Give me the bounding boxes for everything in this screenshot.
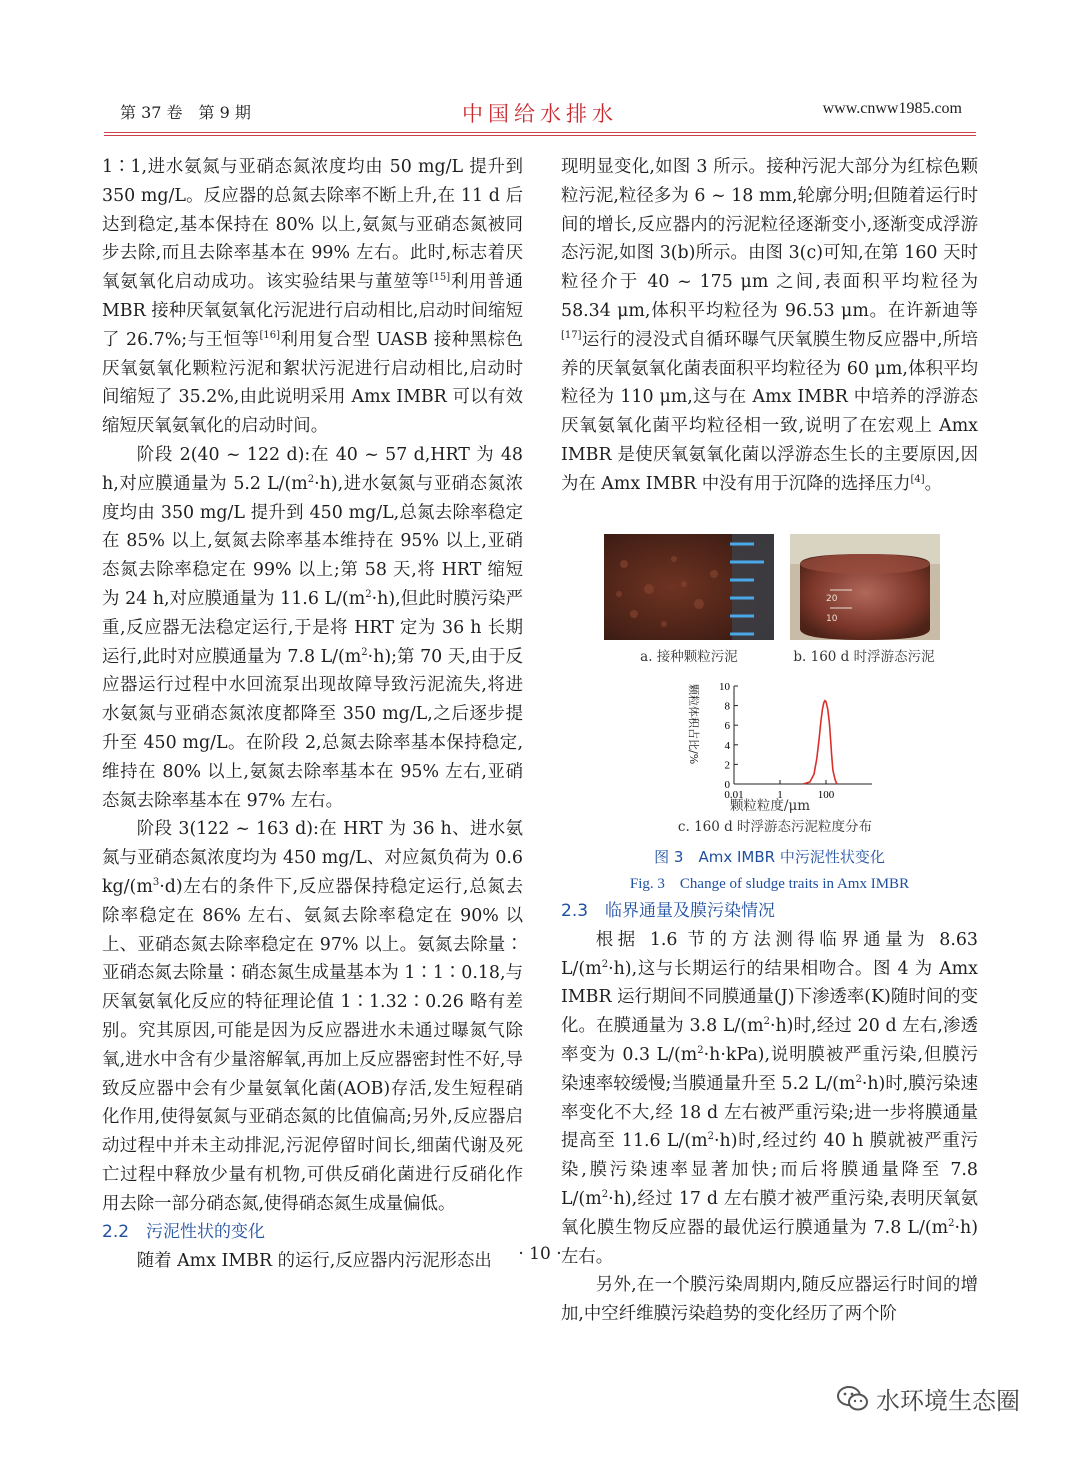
header-volume: 第 37 卷 第 9 期 bbox=[120, 103, 251, 122]
photo-seed-granular-sludge bbox=[604, 534, 774, 640]
y-tick-label: 10 bbox=[719, 681, 730, 693]
watermark bbox=[836, 1381, 1020, 1416]
y-tick-label: 2 bbox=[724, 759, 730, 772]
beaker-mark-20: 20 bbox=[826, 594, 838, 604]
citation-4[interactable]: [4] bbox=[910, 473, 925, 485]
page-number: · 10 · bbox=[518, 1244, 562, 1264]
header-rule-thin bbox=[104, 135, 976, 136]
y-tick-label: 6 bbox=[724, 720, 730, 733]
paragraph-stage1: 1∶1,进水氨氮与亚硝态氮浓度均由 50 mg/L 提升到 350 mg/L。反应器的总氮去除率不断上升,在 11 d 后达到稳定,基本保持在 80% 以上,氨氮与亚硝态氮被同步去除,而且去除率基本在 99% 左右。此时,标志着厌氧氨氧化启动成功。该实验结果与董堃等[15]利用普通 MBR 接种厌氧氨氧化污泥进行启动相比,启动时间缩短了 26.7%;与王恒等[16]利用复合型 UASB 接种黑棕色厌氧氨氧化颗粒污泥和絮状污泥进行启动相比,启动时间缩短了 35.2%,由此说明采用 Amx IMBR 可以有效缩短厌氧氨氧化的启动时间。 bbox=[102, 157, 523, 437]
wechat-icon bbox=[836, 1385, 870, 1413]
chart-xlabel: 颗粒粒度/μm bbox=[729, 798, 811, 814]
paragraph-critical-flux: 根据 1.6 节的方法测得临界通量为 8.63 $L/(m^2\cdot h)$,这与长期运行的结果相吻合。图 4 为 Amx IMBR 运行期间不同膜通量(J)下渗透率(K)随时间的变化。在膜通量为 3.8 $L/(m^2\cdot h)$时,经过 20 d 左右,渗透率变为 0.3 $L/(m^2\cdot h\cdot kPa)$,说明膜被严重污染,但膜污染速率较缓慢;当膜通量升至 5.2 $L/(m^2\cdot h)$时,膜污染速率变化不大,经 18 d 左右被严重污染;进一步将膜通量提高至 11.6 $L/(m^2\cdot h)$时,经过约 40 h 膜就被严重污染,膜污染速率显著加快;而后将膜通量降至 7.8 $L/(m^2\cdot h)$,经过 17 d 左右膜才被严重污染,表明厌氧氨氧化膜生物反应器的最优运行膜通量为 7.8 $L/(m^2\cdot h)$左右。 bbox=[561, 929, 978, 1267]
paragraph-fouling-stages: 另外,在一个膜污染周期内,随反应器运行时间的增加,中空纤维膜污染趋势的变化经历了两个阶 bbox=[561, 1275, 978, 1325]
header-rule bbox=[104, 132, 976, 133]
right-column-bottom bbox=[561, 897, 978, 1329]
section-heading-2-2: 2.2 污泥性状的变化 bbox=[102, 1222, 266, 1243]
citation-15[interactable]: [15] bbox=[429, 272, 451, 284]
beaker-mark-10: 10 bbox=[826, 614, 838, 624]
section-heading-2-3: 2.3 临界通量及膜污染情况 bbox=[561, 901, 776, 921]
y-tick-label: 8 bbox=[724, 700, 730, 713]
right-column-top bbox=[561, 153, 978, 499]
figure-3-title-en: Fig. 3 Change of sludge traits in Amx IMBR bbox=[629, 876, 910, 892]
photo-planktonic-sludge bbox=[790, 534, 940, 640]
chart-ylabel: 颗粒体积占比/% bbox=[687, 684, 700, 765]
caption-a: a. 接种颗粒污泥 bbox=[640, 649, 738, 665]
paragraph-sludge-intro: 随着 Amx IMBR 的运行,反应器内污泥形态出 bbox=[136, 1251, 492, 1272]
left-column bbox=[102, 153, 523, 1276]
particle-size-chart bbox=[676, 672, 886, 802]
chart-series-line bbox=[803, 701, 837, 784]
x-tick-label: 100 bbox=[817, 789, 835, 801]
x-tick-label: 0.01 bbox=[724, 789, 744, 801]
paragraph-stage2: 阶段 2(40 ~ 122 d):在 40 ~ 57 d,HRT 为 48 h,对应膜通量为 5.2 $L/(m^2\cdot h)$,进水氨氮与亚硝态氮浓度均由 350 mg/L 提升到 450 mg/L,总氮去除率稳定在 85% 以上,氨氮去除率基本维持在 95% 以上,亚硝态氮去除率稳定在 99% 以上;第 58 天,将 HRT 缩短为 24 h,对应膜通量为 11.6 $L/(m^2\cdot h)$,但此时膜污染严重,反应器无法稳定运行,于是将 HRT 定为 36 h 长期运行,此时对应膜通量为 7.8 $L/(m^2\cdot h)$;第 70 天,由于反应器运行过程中水回流泵出现故障导致污泥流失,将进水氨氮与亚硝态氮浓度都降至 350 mg/L,之后逐步提升至 450 mg/L。在阶段 2,总氮去除率基本保持稳定,维持在 80% 以上,氨氮去除率基本在 95% 左右,亚硝态氮去除率基本在 97% 左右。 bbox=[102, 444, 524, 811]
citation-16[interactable]: [16] bbox=[259, 329, 280, 341]
citation-17[interactable]: [17] bbox=[561, 329, 582, 341]
paragraph-sludge-traits: 现明显变化,如图 3 所示。接种污泥大部分为红棕色颗粒污泥,粒径多为 6 ~ 18 mm,轮廓分明;但随着运行时间的增长,反应器内的污泥粒径逐渐变小,逐渐变成浮游态污泥,如图 3(b)所示。由图 3(c)可知,在第 160 天时粒径介于 40 ~ 175 μm 之间,表面积平均粒径为 58.34 μm,体积平均粒径为 96.53 μm。在许新迪等[17]运行的浸没式自循环曝气厌氧膜生物反应器中,所培养的厌氧氨氧化菌表面积平均粒径为 60 μm,体积平均粒径为 110 μm,这与在 Amx IMBR 中培养的浮游态厌氧氨氧化菌平均粒径相一致,说明了在宏观上 Amx IMBR 是使厌氧氨氧化菌以浮游态生长的主要原因,因为在 Amx IMBR 中没有用于沉降的选择压力[4]。 bbox=[561, 157, 978, 494]
y-tick-label: 0 bbox=[724, 779, 730, 791]
x-tick-label: 1 bbox=[777, 789, 783, 801]
caption-b: b. 160 d 时浮游态污泥 bbox=[793, 649, 935, 665]
y-tick-label: 4 bbox=[724, 739, 730, 752]
caption-c: c. 160 d 时浮游态污泥粒度分布 bbox=[677, 819, 873, 835]
figure-3-title-cn: 图 3 Amx IMBR 中污泥性状变化 bbox=[654, 848, 885, 866]
paragraph-stage3: 阶段 3(122 ~ 163 d):在 HRT 为 36 h、进水氨氮与亚硝态氮浓度均为 450 mg/L、对应氮负荷为 0.6 $kg/(m^3\cdot d)$左右的条件下,反应器保持稳定运行,总氮去除率稳定在 86% 左右、氨氮去除率稳定在 90% 以上、亚硝态氮去除率稳定在 97% 以上。氨氮去除量∶亚硝态氮去除量∶硝态氮生成量基本为 1∶1∶0.18,与厌氧氨氧化反应的特征理论值 1∶1.32∶0.26 略有差别。究其原因,可能是因为反应器进水未通过曝氮气除氧,进水中含有少量溶解氧,再加上反应器密封性不好,导致反应器中会有少量氨氧化菌(AOB)存活,发生短程硝化作用,使得氨氮与亚硝态氮的比值偏高;另外,反应器启动过程中并未主动排泥,污泥停留时间长,细菌代谢及死亡过程中释放少量有机物,可供反硝化菌进行反硝化作用去除一部分硝态氮,使得硝态氮生成量偏低。 bbox=[102, 819, 523, 1214]
journal-website[interactable]: www.cnww1985.com bbox=[822, 100, 962, 117]
watermark-text: 水环境生态圈 bbox=[876, 1387, 1020, 1415]
journal-title: 中国给水排水 bbox=[462, 102, 618, 126]
